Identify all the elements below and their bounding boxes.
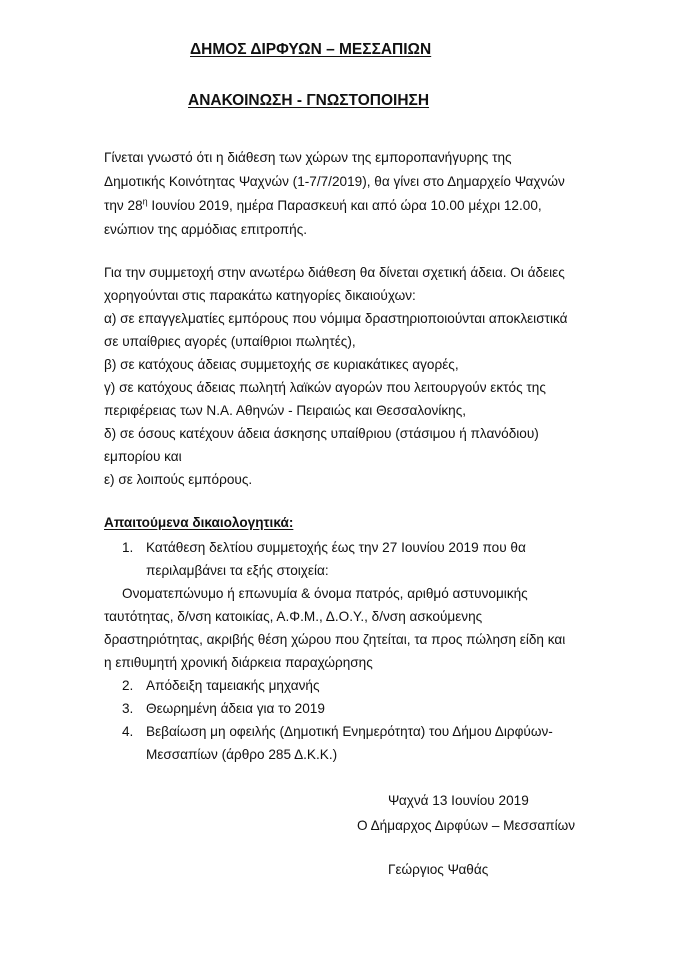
details-line-2: ταυτότητας, δ/νση κατοικίας, Α.Φ.Μ., Δ.Ο.Υ., δ/νση ασκούμενης (104, 609, 483, 624)
item-1-line-2: περιλαμβάνει τα εξής στοιχεία: (146, 563, 329, 578)
municipality-title: ΔΗΜΟΣ ΔΙΡΦΥΩΝ – ΜΕΣΣΑΠΙΩΝ (190, 41, 432, 58)
item-4-line-1: Βεβαίωση μη οφειλής (Δημοτική Ενημερότητα) του Δήμου Διρφύων- (146, 724, 553, 739)
announcement-title: ΑΝΑΚΟΙΝΩΣΗ - ΓΝΩΣΤΟΠΟΙΗΣΗ (188, 92, 430, 109)
eligibility-line-1: Για την συμμετοχή στην ανωτέρω διάθεση θα δίνεται σχετική άδεια. Οι άδειες (104, 265, 565, 280)
documents-heading: Απαιτούμενα δικαιολογητικά: (104, 515, 294, 530)
category-d-line-1: δ) σε όσους κατέχουν άδεια άσκησης υπαίθριου (στάσιμου ή πλανόδιου) (104, 426, 539, 441)
category-d-line-2: εμπορίου και (104, 449, 182, 464)
place-date: Ψαχνά 13 Ιουνίου 2019 (388, 793, 529, 808)
category-c-line-1: γ) σε κατόχους άδειας πωλητή λαϊκών αγορών που λειτουργούν εκτός της (104, 380, 546, 395)
category-b: β) σε κατόχους άδειας συμμετοχής σε κυριακάτικες αγορές, (104, 357, 459, 372)
item-4-line-2: Μεσσαπίων (άρθρο 285 Δ.Κ.Κ.) (146, 747, 338, 762)
details-line-4: η επιθυμητή χρονική διάρκεια παραχώρησης (104, 655, 373, 670)
details-line-1: Ονοματεπώνυμο ή επωνυμία & όνομα πατρός, αριθμό αστυνομικής (122, 586, 528, 601)
category-e: ε) σε λοιπούς εμπόρους. (104, 472, 253, 487)
item-3: Θεωρημένη άδεια για το 2019 (146, 701, 325, 716)
details-line-3: δραστηριότητας, ακριβής θέση χώρου που ζητείται, τα προς πώληση είδη και (104, 632, 566, 647)
category-a-line-2: σε υπαίθριες αγορές (υπαίθριοι πωλητές), (104, 334, 356, 349)
intro-line-3 (104, 197, 542, 214)
eligibility-line-2: χορηγούνται στις παρακάτω κατηγορίες δικαιούχων: (104, 288, 416, 303)
intro-line-1: Γίνεται γνωστό ότι η διάθεση των χώρων της εμποροπανήγυρης της (104, 150, 512, 165)
item-3-number: 3. (122, 701, 134, 716)
item-4-number: 4. (122, 724, 134, 739)
intro-line-3-start: την 28 (104, 198, 143, 213)
signatory-name: Γεώργιος Ψαθάς (388, 862, 489, 877)
intro-line-3-end: Ιουνίου 2019, ημέρα Παρασκευή και από ώρα 10.00 μέχρι 12.00, (147, 198, 542, 213)
ordinal-superscript: η (142, 196, 148, 207)
item-1-number: 1. (122, 540, 134, 555)
category-c-line-2: περιφέρειας των Ν.Α. Αθηνών - Πειραιώς και Θεσσαλονίκης, (104, 403, 467, 418)
intro-line-4: ενώπιον της αρμόδιας επιτροπής. (104, 222, 308, 237)
intro-line-2: Δημοτικής Κοινότητας Ψαχνών (1-7/7/2019), θα γίνει στο Δημαρχείο Ψαχνών (104, 174, 565, 189)
signatory-title: Ο Δήμαρχος Διρφύων – Μεσσαπίων (357, 818, 576, 833)
item-2-number: 2. (122, 678, 134, 693)
item-2: Απόδειξη ταμειακής μηχανής (146, 678, 320, 693)
item-1-line-1: Κατάθεση δελτίου συμμετοχής έως την 27 Ιουνίου 2019 που θα (146, 540, 526, 555)
category-a-line-1: α) σε επαγγελματίες εμπόρους που νόμιμα δραστηριοποιούνται αποκλειστικά (104, 311, 568, 326)
